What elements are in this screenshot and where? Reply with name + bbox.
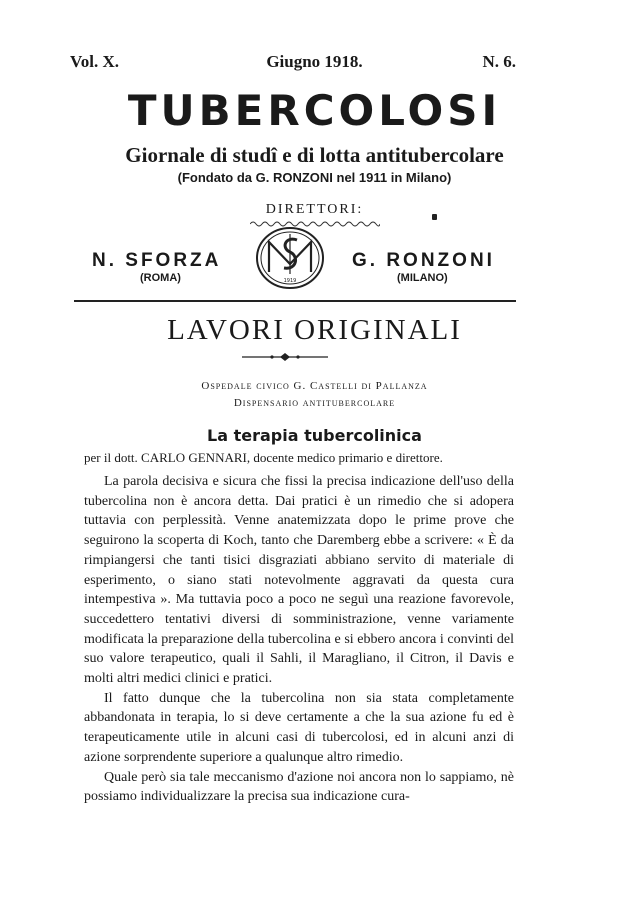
- journal-title: TUBERCOLOSI: [127, 86, 502, 135]
- print-speck: [432, 214, 437, 220]
- article-title: La terapia tubercolinica: [207, 426, 422, 445]
- article-paragraph-3: Quale però sia tale meccanismo d'azione noi ancora non lo sappiamo, nè possiamo individualizzare la precisa sua indicazione cura-: [84, 769, 514, 805]
- volume-label: Vol. X.: [70, 52, 119, 71]
- emblem-year: 1919: [283, 278, 297, 284]
- issue-number: N. 6.: [482, 52, 516, 71]
- director-left-city: (ROMA): [140, 272, 181, 284]
- director-right-city: (MILANO): [397, 272, 448, 284]
- article-byline: per il dott. CARLO GENNARI, docente medico primario e direttore.: [84, 450, 443, 465]
- section-title: LAVORI ORIGINALI: [167, 314, 462, 346]
- ornament-divider: [240, 352, 330, 362]
- direttori-label: DIRETTORI:: [265, 202, 364, 217]
- institution-line-2: Dispensario antitubercolare: [233, 397, 396, 409]
- header-rule: [74, 300, 516, 302]
- issue-date: Giugno 1918.: [266, 52, 363, 71]
- journal-subtitle: Giornale di studî e di lotta antitubercolare: [125, 143, 504, 167]
- monogram-emblem-icon: [255, 226, 325, 290]
- founded-note: (Fondato da G. RONZONI nel 1911 in Milano): [177, 170, 452, 185]
- article-body: [84, 472, 514, 807]
- article-paragraph-1: La parola decisiva e sicura che fissi la precisa indicazione dell'uso della tubercolina non è ancora detta. Dai pratici è un rimedio che si adopera tuttavia con perplessità. Venne anatemizzata dopo le prime prove che seguirono la scoperta di Koch, tanto che Daremberg ebbe a scrivere: « È da rimpiangersi che tanti tisici disgraziati abbiano servito di materiale di esperimento, o siano stati notevolmente aggravati da questa cura intempestiva ». Ma tuttavia poco a poco ne seguì una reazione favorevole, succedettero tentativi diversi di somministrazione, venne variamente modificata la preparazione della tubercolina e si ebbero ancora i convinti del suo valore terapeutico, quali il Sahli, il Maragliano, il Citron, il Davis e molti altri medici clinici e pratici.: [84, 474, 514, 687]
- institution-line-1: Ospedale civico G. Castelli di Pallanza: [201, 380, 428, 392]
- director-right-name: G. RONZONI: [352, 250, 495, 271]
- article-paragraph-2: Il fatto dunque che la tubercolina non sia stata completamente abbandonata in terapia, lo si deve certamente a che la sua azione fu ed è terapeuticamente utile in alcuni casi di tubercolosi, ed in alcuni anzi di azione sorprendente superiore a qualunque altro rimedio.: [84, 690, 514, 765]
- director-left-name: N. SFORZA: [92, 250, 222, 271]
